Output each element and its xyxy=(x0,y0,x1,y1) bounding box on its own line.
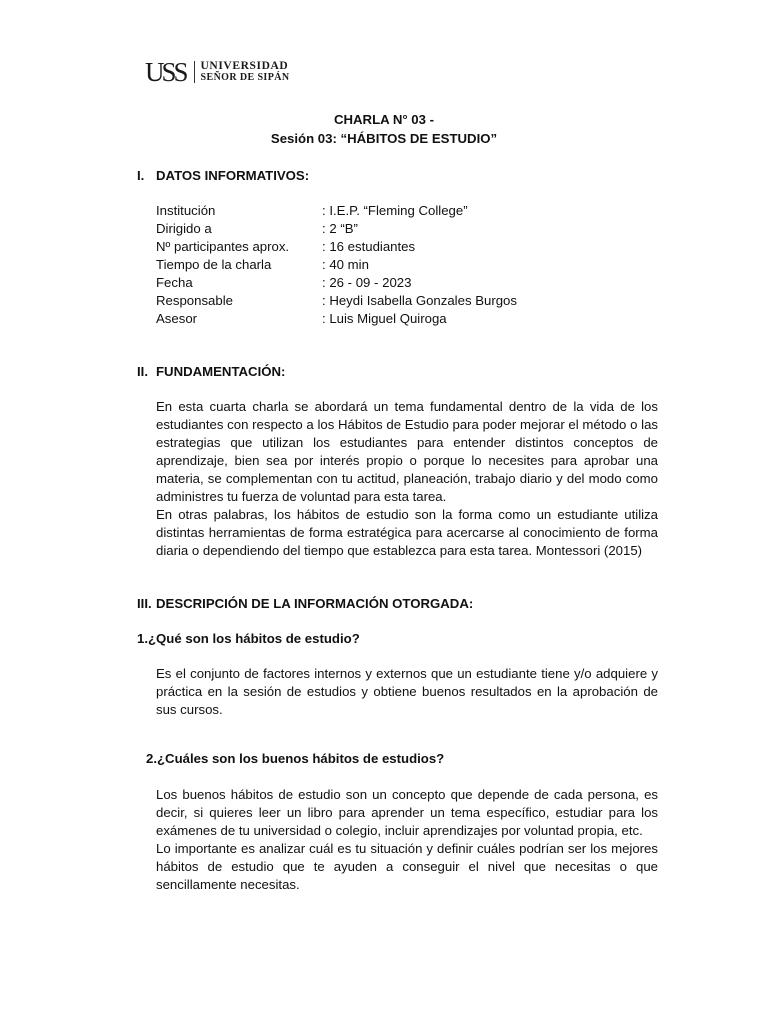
logo-mark: USS xyxy=(145,57,186,87)
paragraph: En esta cuarta charla se abordará un tema fundamental dentro de la vida de los estudiantes con respecto a los Hábitos de Estudio para poder mejorar el método o las estrategias que utilizan los estudiantes para entender distintos conceptos de aprendizaje, bien sea por interés propio o porque lo necesites para aprobar una materia, se complementan con tu actitud, planeación, trabajo diario y del modo como administres tu fuerza de voluntad para esta tarea. xyxy=(156,399,658,504)
info-row xyxy=(156,202,517,220)
info-row xyxy=(156,310,517,328)
info-row xyxy=(156,238,517,256)
info-label: Dirigido a xyxy=(156,221,212,236)
paragraph: Los buenos hábitos de estudio son un concepto que depende de cada persona, es decir, si quieres leer un libro para aprender un tema específico, estudiar para los exámenes de tu universidad o colegio, incluir aprendizajes por voluntad propia, etc. xyxy=(156,787,658,838)
info-value: : 40 min xyxy=(322,257,369,272)
info-value: : I.E.P. “Fleming College” xyxy=(322,203,468,218)
info-value: : 16 estudiantes xyxy=(322,239,416,254)
question-1-heading: 1.¿Qué son los hábitos de estudio? xyxy=(137,631,360,646)
info-label: Fecha xyxy=(156,275,193,290)
question-2-answer xyxy=(156,786,658,894)
question-2-heading: 2.¿Cuáles son los buenos hábitos de estudios? xyxy=(146,751,445,766)
logo-divider xyxy=(194,61,195,83)
logo-wordmark xyxy=(201,61,290,83)
info-row xyxy=(156,274,517,292)
question-1-answer xyxy=(156,665,658,719)
university-logo xyxy=(145,58,289,86)
info-table xyxy=(156,202,517,328)
section-1-numeral: I. xyxy=(137,168,145,183)
info-label: Responsable xyxy=(156,293,233,308)
paragraph: Es el conjunto de factores internos y externos que un estudiante tiene y/o adquiere y práctica en la sesión de estudios y obtiene buenos resultados en la aprobación de sus cursos. xyxy=(156,666,658,717)
section-1-title: DATOS INFORMATIVOS: xyxy=(156,168,310,183)
section-3-title: DESCRIPCIÓN DE LA INFORMACIÓN OTORGADA: xyxy=(156,596,474,611)
info-label: Institución xyxy=(156,203,216,218)
section-3-numeral: III. xyxy=(137,596,152,611)
section-3-heading xyxy=(137,595,473,613)
info-row xyxy=(156,292,517,310)
section-1-heading xyxy=(137,167,309,185)
info-row xyxy=(156,220,517,238)
logo-line-2: SEÑOR DE SIPÁN xyxy=(200,72,290,83)
info-value: : 26 - 09 - 2023 xyxy=(322,275,412,290)
info-value: : 2 “B” xyxy=(322,221,358,236)
fundamentacion-text xyxy=(156,398,658,560)
document-title: CHARLA N° 03 - xyxy=(333,112,435,127)
section-2-title: FUNDAMENTACIÓN: xyxy=(156,364,286,379)
info-label: Nº participantes aprox. xyxy=(156,239,290,254)
document-subtitle: Sesión 03: “HÁBITOS DE ESTUDIO” xyxy=(270,131,498,146)
info-row xyxy=(156,256,517,274)
info-label: Tiempo de la charla xyxy=(156,257,272,272)
paragraph: Lo importante es analizar cuál es tu situación y definir cuáles podrían ser los mejores hábitos de estudio que te ayuden a conseguir el nivel que necesitas o que sencillamente necesitas. xyxy=(156,841,658,892)
logo-line-1: UNIVERSIDAD xyxy=(200,60,289,72)
info-value: : Luis Miguel Quiroga xyxy=(322,311,447,326)
info-value: : Heydi Isabella Gonzales Burgos xyxy=(322,293,517,308)
section-2-heading xyxy=(137,363,285,381)
info-label: Asesor xyxy=(156,311,198,326)
paragraph: En otras palabras, los hábitos de estudio son la forma como un estudiante utiliza distintas herramientas de forma estratégica para acercarse al conocimiento de forma diaria o dependiendo del tiempo que establezca para esta tarea. Montessori (2015) xyxy=(156,507,658,558)
section-2-numeral: II. xyxy=(137,364,148,379)
